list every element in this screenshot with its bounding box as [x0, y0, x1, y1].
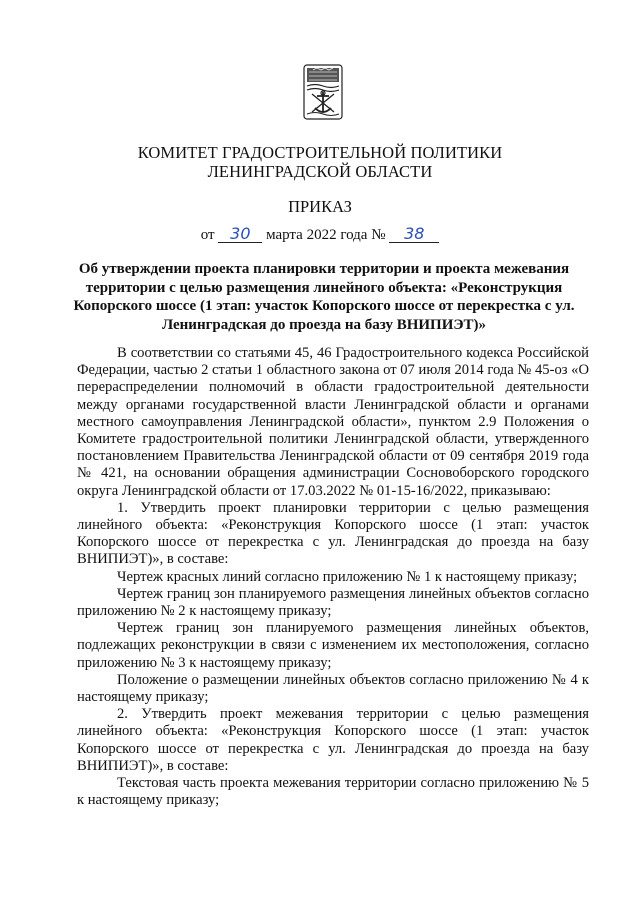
date-month-year: марта 2022 года № [266, 227, 386, 243]
document-type: ПРИКАЗ [288, 197, 352, 216]
subitem-placement-provisions: Положение о размещении линейных объектов согласно приложению № 4 к настоящему приказу; [77, 671, 589, 706]
coat-of-arms-icon [303, 64, 343, 120]
document-title: Об утверждении проекта планировки территории и проекта межевания территории с целью размещения линейного объекта: «Реконструкция Копорского шоссе (1 этап: участок Копорского шоссе от перекрестка с ул. Ленинградская до проезда на базу ВНИПИЭТ)» [73, 261, 575, 333]
organization-line-2: ЛЕНИНГРАДСКОЙ ОБЛАСТИ [207, 162, 433, 181]
item-2-paragraph: 2. Утвердить проект межевания территории с целью размещения линейного объекта: «Реконструкция Копорского шоссе (1 этап: участок Копорского шоссе от перекрестка с ул. Ленинградская до проезда на базу ВНИПИЭТ)», в составе: [77, 706, 589, 774]
handwritten-number: 38 [389, 226, 439, 243]
subitem-text-part: Текстовая часть проекта межевания территории согласно приложению № 5 к настоящему приказу; [77, 775, 589, 809]
subitem-red-lines: Чертеж красных линий согласно приложению № 1 к настоящему приказу; [117, 568, 578, 585]
subitem-reconstruction-zones: Чертеж границ зон планируемого размещения линейных объектов, подлежащих реконструкции в связи с изменением их местоположения, согласно приложению № 3 к настоящему приказу; [77, 620, 589, 671]
item-1-paragraph: 1. Утвердить проект планировки территории с целью размещения линейного объекта: «Реконструкция Копорского шоссе (1 этап: участок Копорского шоссе от перекрестка с ул. Ленинградская до проезда на базу ВНИПИЭТ)», в составе: [77, 499, 589, 568]
date-line [0, 226, 640, 245]
date-prefix: от [200, 227, 215, 243]
organization-name [0, 143, 640, 181]
preamble-paragraph: В соответствии со статьями 45, 46 Градостроительного кодекса Российской Федерации, частью 2 статьи 1 областного закона от 07 июля 2014 года № 45-оз «О перераспределении полномочий в области градостроительной деятельности между органами государственной власти Ленинградской области и органами местного самоуправления Ленинградской области», пунктом 2.9 Положения о Комитете градостроительной политики Ленинградской области, утвержденного постановлением Правительства Ленинградской области от 09 сентября 2019 года № 421, на основании обращения администрации Сосновоборского городского округа Ленинградской области от 17.03.2022 № 01-15-16/2022, приказываю: [77, 345, 589, 499]
document-body [77, 345, 589, 809]
organization-line-1: КОМИТЕТ ГРАДОСТРОИТЕЛЬНОЙ ПОЛИТИКИ [137, 143, 503, 162]
handwritten-day: 30 [218, 226, 262, 243]
subitem-zone-borders: Чертеж границ зон планируемого размещения линейных объектов согласно приложению № 2 к настоящему приказу; [77, 585, 589, 620]
